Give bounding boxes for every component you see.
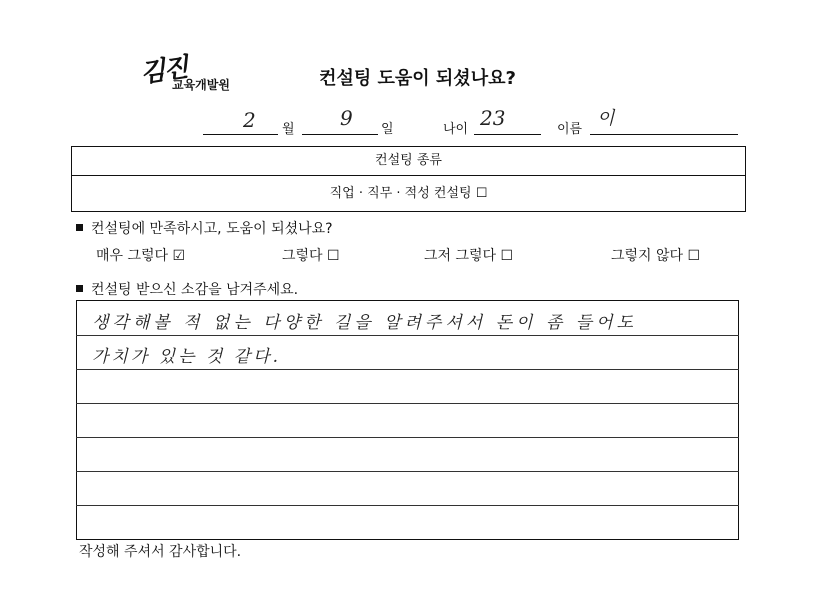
bullet-icon xyxy=(76,285,83,292)
page-title: 컨설팅 도움이 되셨나요? xyxy=(319,68,516,89)
feedback-line-2: 가치가 있는 것 같다. xyxy=(92,347,281,367)
month-label: 월 xyxy=(282,122,295,137)
feedback-box[interactable] xyxy=(76,300,739,540)
feedback-rule xyxy=(76,403,739,404)
age-underline xyxy=(474,134,541,135)
month-value[interactable]: 2 xyxy=(243,108,256,132)
satisfaction-question xyxy=(76,218,333,238)
option-neutral[interactable]: 그저 그렇다 ☐ xyxy=(424,248,514,264)
option-not-satisfied[interactable]: 그렇지 않다 ☐ xyxy=(611,248,701,264)
day-value[interactable]: 9 xyxy=(340,106,353,130)
feedback-line-1: 생각해볼 적 없는 다양한 길을 알려주셔서 돈이 좀 들어도 xyxy=(92,313,637,333)
logo-org-name: 교육개발원 xyxy=(172,78,230,92)
feedback-rule xyxy=(76,335,739,336)
age-value[interactable]: 23 xyxy=(480,106,506,130)
day-label: 일 xyxy=(381,122,394,137)
name-label: 이름 xyxy=(557,122,583,137)
feedback-rule xyxy=(76,369,739,370)
satisfaction-question-text: 컨설팅에 만족하시고, 도움이 되셨나요? xyxy=(91,221,333,237)
consulting-type-box xyxy=(71,146,746,212)
consulting-type-header: 컨설팅 종류 xyxy=(72,147,745,176)
month-underline xyxy=(203,134,278,135)
option-satisfied[interactable]: 그렇다 ☐ xyxy=(282,248,340,264)
consulting-type-option[interactable]: 직업 · 직무 · 적성 컨설팅 ☐ xyxy=(329,186,488,201)
footer-thanks: 작성해 주셔서 감사합니다. xyxy=(79,544,242,560)
feedback-question xyxy=(76,279,298,299)
age-label: 나이 xyxy=(443,122,469,137)
bullet-icon xyxy=(76,224,83,231)
feedback-question-text: 컨설팅 받으신 소감을 남겨주세요. xyxy=(91,282,299,298)
name-underline xyxy=(590,134,738,135)
feedback-rule xyxy=(76,505,739,506)
name-value[interactable]: 이 xyxy=(597,108,615,129)
feedback-rule xyxy=(76,437,739,438)
logo-handwritten: 김진 xyxy=(138,52,189,90)
option-very-satisfied[interactable]: 매우 그렇다 ☑ xyxy=(96,248,186,264)
feedback-rule xyxy=(76,471,739,472)
day-underline xyxy=(302,134,378,135)
